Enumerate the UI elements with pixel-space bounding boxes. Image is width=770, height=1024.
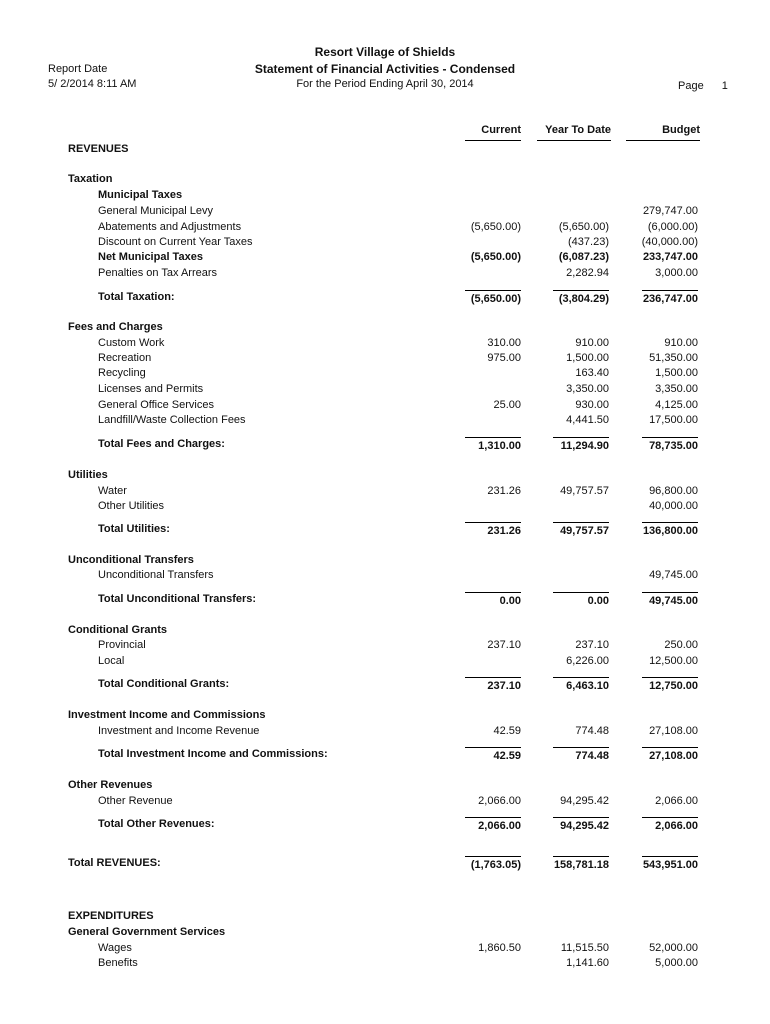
row-ytd-value: 163.40 xyxy=(575,367,609,379)
row-current-value: (5,650.00) xyxy=(470,221,521,233)
row-label: Recycling xyxy=(98,367,146,379)
row-budget-value: 78,735.00 xyxy=(608,437,698,454)
row-current-value: 42.59 xyxy=(493,725,521,737)
row-ytd-value: (6,087.23) xyxy=(558,251,609,263)
row-current-value: 231.26 xyxy=(487,485,521,497)
row-budget-value: 51,350.00 xyxy=(649,352,698,364)
row-budget-value: 250.00 xyxy=(664,639,698,651)
row-label: Total REVENUES: xyxy=(68,857,161,869)
row-ytd-value: 910.00 xyxy=(575,337,609,349)
line-item-row xyxy=(0,204,770,219)
row-label: Total Conditional Grants: xyxy=(98,678,230,690)
row-budget-value: 279,747.00 xyxy=(642,205,698,217)
row-ytd-value: 49,757.57 xyxy=(519,522,609,539)
total-row xyxy=(0,522,770,537)
row-label: General Office Services xyxy=(98,399,214,411)
row-budget-value: 2,066.00 xyxy=(608,817,698,834)
row-ytd-value: 158,781.18 xyxy=(519,856,609,873)
row-budget-value: (6,000.00) xyxy=(647,221,698,233)
line-item-row xyxy=(0,654,770,669)
row-budget-value: 12,750.00 xyxy=(608,677,698,694)
line-item-row xyxy=(0,220,770,235)
row-current-value: 310.00 xyxy=(487,337,521,349)
row-label: REVENUES xyxy=(68,143,129,155)
row-label: Penalties on Tax Arrears xyxy=(98,267,218,279)
line-item-row xyxy=(0,266,770,281)
row-budget-value: 910.00 xyxy=(664,337,698,349)
line-item-row xyxy=(0,366,770,381)
row-label: Conditional Grants xyxy=(68,624,167,636)
total-row xyxy=(0,290,770,305)
line-item-row xyxy=(0,351,770,366)
row-ytd-value: (437.23) xyxy=(568,236,609,248)
row-ytd-value: 94,295.42 xyxy=(560,795,609,807)
column-header-year-to-date: Year To Date xyxy=(545,124,611,136)
line-item-row xyxy=(0,235,770,250)
row-current-value: 231.26 xyxy=(431,522,521,539)
row-budget-value: 233,747.00 xyxy=(642,251,698,263)
row-label: General Municipal Levy xyxy=(98,205,213,217)
row-current-value: 1,860.50 xyxy=(478,942,521,954)
row-budget-value: 236,747.00 xyxy=(608,290,698,307)
row-budget-value: (40,000.00) xyxy=(641,236,698,248)
row-current-value: 0.00 xyxy=(431,592,521,609)
row-budget-value: 49,745.00 xyxy=(608,592,698,609)
row-label: Investment Income and Commissions xyxy=(68,709,266,721)
row-ytd-value: 6,226.00 xyxy=(566,655,609,667)
column-header-ytd-rule xyxy=(537,140,611,141)
section-heading-row xyxy=(0,188,770,203)
column-header-budget-rule xyxy=(626,140,700,141)
row-label: Benefits xyxy=(98,957,138,969)
total-row xyxy=(0,747,770,762)
row-label: General Government Services xyxy=(68,926,226,938)
row-budget-value: 2,066.00 xyxy=(655,795,698,807)
page-indicator xyxy=(678,80,728,92)
row-label: Total Fees and Charges: xyxy=(98,438,225,450)
row-budget-value: 96,800.00 xyxy=(649,485,698,497)
row-current-value: 42.59 xyxy=(431,747,521,764)
line-item-row xyxy=(0,413,770,428)
row-label: Other Revenue xyxy=(98,795,173,807)
row-label: Taxation xyxy=(68,173,113,185)
line-item-row xyxy=(0,336,770,351)
line-item-row xyxy=(0,941,770,956)
row-current-value: 1,310.00 xyxy=(431,437,521,454)
section-heading-row xyxy=(0,468,770,483)
line-item-row xyxy=(0,638,770,653)
row-label: Other Utilities xyxy=(98,500,165,512)
row-ytd-value: 930.00 xyxy=(575,399,609,411)
row-ytd-value: 4,441.50 xyxy=(566,414,609,426)
report-period: For the Period Ending April 30, 2014 xyxy=(296,78,474,90)
row-budget-value: 1,500.00 xyxy=(655,367,698,379)
row-ytd-value: (5,650.00) xyxy=(558,221,609,233)
row-label: Municipal Taxes xyxy=(98,189,183,201)
row-current-value: (5,650.00) xyxy=(431,290,521,307)
row-ytd-value: 11,294.90 xyxy=(519,437,609,454)
row-ytd-value: 49,757.57 xyxy=(560,485,609,497)
row-label: Abatements and Adjustments xyxy=(98,221,242,233)
section-heading-row xyxy=(0,925,770,940)
row-budget-value: 17,500.00 xyxy=(649,414,698,426)
row-budget-value: 40,000.00 xyxy=(649,500,698,512)
row-label: Wages xyxy=(98,942,132,954)
row-label: Provincial xyxy=(98,639,146,651)
row-label: Unconditional Transfers xyxy=(98,569,214,581)
row-ytd-value: 237.10 xyxy=(575,639,609,651)
row-budget-value: 27,108.00 xyxy=(649,725,698,737)
row-ytd-value: 94,295.42 xyxy=(519,817,609,834)
row-budget-value: 4,125.00 xyxy=(655,399,698,411)
line-item-row xyxy=(0,398,770,413)
row-label: Net Municipal Taxes xyxy=(98,251,203,263)
row-budget-value: 543,951.00 xyxy=(608,856,698,873)
row-label: Investment and Income Revenue xyxy=(98,725,260,737)
row-current-value: 25.00 xyxy=(493,399,521,411)
row-current-value: (5,650.00) xyxy=(470,251,521,263)
line-item-row xyxy=(0,250,770,265)
row-label: Unconditional Transfers xyxy=(68,554,194,566)
row-ytd-value: 3,350.00 xyxy=(566,383,609,395)
row-budget-value: 3,000.00 xyxy=(655,267,698,279)
row-ytd-value: 11,515.50 xyxy=(560,942,609,954)
row-budget-value: 5,000.00 xyxy=(655,957,698,969)
section-heading-row xyxy=(0,320,770,335)
row-label: Local xyxy=(98,655,125,667)
row-label: Fees and Charges xyxy=(68,321,163,333)
row-label: Discount on Current Year Taxes xyxy=(98,236,253,248)
row-current-value: 237.10 xyxy=(487,639,521,651)
row-label: Total Investment Income and Commissions: xyxy=(98,748,328,760)
row-current-value: 2,066.00 xyxy=(478,795,521,807)
total-row xyxy=(0,817,770,832)
line-item-row xyxy=(0,382,770,397)
section-heading-row xyxy=(0,142,770,157)
row-label: Total Other Revenues: xyxy=(98,818,215,830)
row-ytd-value: 1,141.60 xyxy=(566,957,609,969)
row-label: Recreation xyxy=(98,352,152,364)
row-label: Total Unconditional Transfers: xyxy=(98,593,257,605)
line-item-row xyxy=(0,568,770,583)
line-item-row xyxy=(0,499,770,514)
row-ytd-value: 6,463.10 xyxy=(519,677,609,694)
section-heading-row xyxy=(0,623,770,638)
row-label: EXPENDITURES xyxy=(68,910,154,922)
row-ytd-value: 1,500.00 xyxy=(566,352,609,364)
row-label: Total Utilities: xyxy=(98,523,170,535)
row-ytd-value: 774.48 xyxy=(519,747,609,764)
row-ytd-value: 2,282.94 xyxy=(566,267,609,279)
column-header-current: Current xyxy=(481,124,521,136)
column-header-budget: Budget xyxy=(662,124,700,136)
org-name: Resort Village of Shields xyxy=(314,45,456,59)
line-item-row xyxy=(0,794,770,809)
total-row xyxy=(0,592,770,607)
row-ytd-value: 0.00 xyxy=(519,592,609,609)
row-budget-value: 3,350.00 xyxy=(655,383,698,395)
total-row xyxy=(0,677,770,692)
line-item-row xyxy=(0,484,770,499)
column-header-current-rule xyxy=(465,140,521,141)
row-current-value: 2,066.00 xyxy=(431,817,521,834)
section-heading-row xyxy=(0,778,770,793)
line-item-row xyxy=(0,724,770,739)
row-budget-value: 27,108.00 xyxy=(608,747,698,764)
row-budget-value: 49,745.00 xyxy=(649,569,698,581)
report-date-label: Report Date xyxy=(48,63,108,75)
row-label: Licenses and Permits xyxy=(98,383,204,395)
row-label: Total Taxation: xyxy=(98,291,175,303)
page-label: Page xyxy=(678,80,704,92)
row-budget-value: 52,000.00 xyxy=(649,942,698,954)
row-budget-value: 136,800.00 xyxy=(608,522,698,539)
row-current-value: 237.10 xyxy=(431,677,521,694)
row-label: Water xyxy=(98,485,127,497)
row-budget-value: 12,500.00 xyxy=(649,655,698,667)
statement-title: Statement of Financial Activities - Condensed xyxy=(254,62,516,76)
row-label: Utilities xyxy=(68,469,108,481)
row-ytd-value: (3,804.29) xyxy=(519,290,609,307)
section-heading-row xyxy=(0,708,770,723)
row-current-value: (1,763.05) xyxy=(431,856,521,873)
section-heading-row xyxy=(0,172,770,187)
section-heading-row xyxy=(0,909,770,924)
total-row xyxy=(0,437,770,452)
page-number: 1 xyxy=(721,80,728,92)
row-ytd-value: 774.48 xyxy=(575,725,609,737)
line-item-row xyxy=(0,956,770,971)
section-heading-row xyxy=(0,553,770,568)
row-current-value: 975.00 xyxy=(487,352,521,364)
row-label: Custom Work xyxy=(98,337,165,349)
row-label: Other Revenues xyxy=(68,779,153,791)
report-date-value: 5/ 2/2014 8:11 AM xyxy=(48,78,137,90)
row-label: Landfill/Waste Collection Fees xyxy=(98,414,246,426)
total-row xyxy=(0,856,770,871)
